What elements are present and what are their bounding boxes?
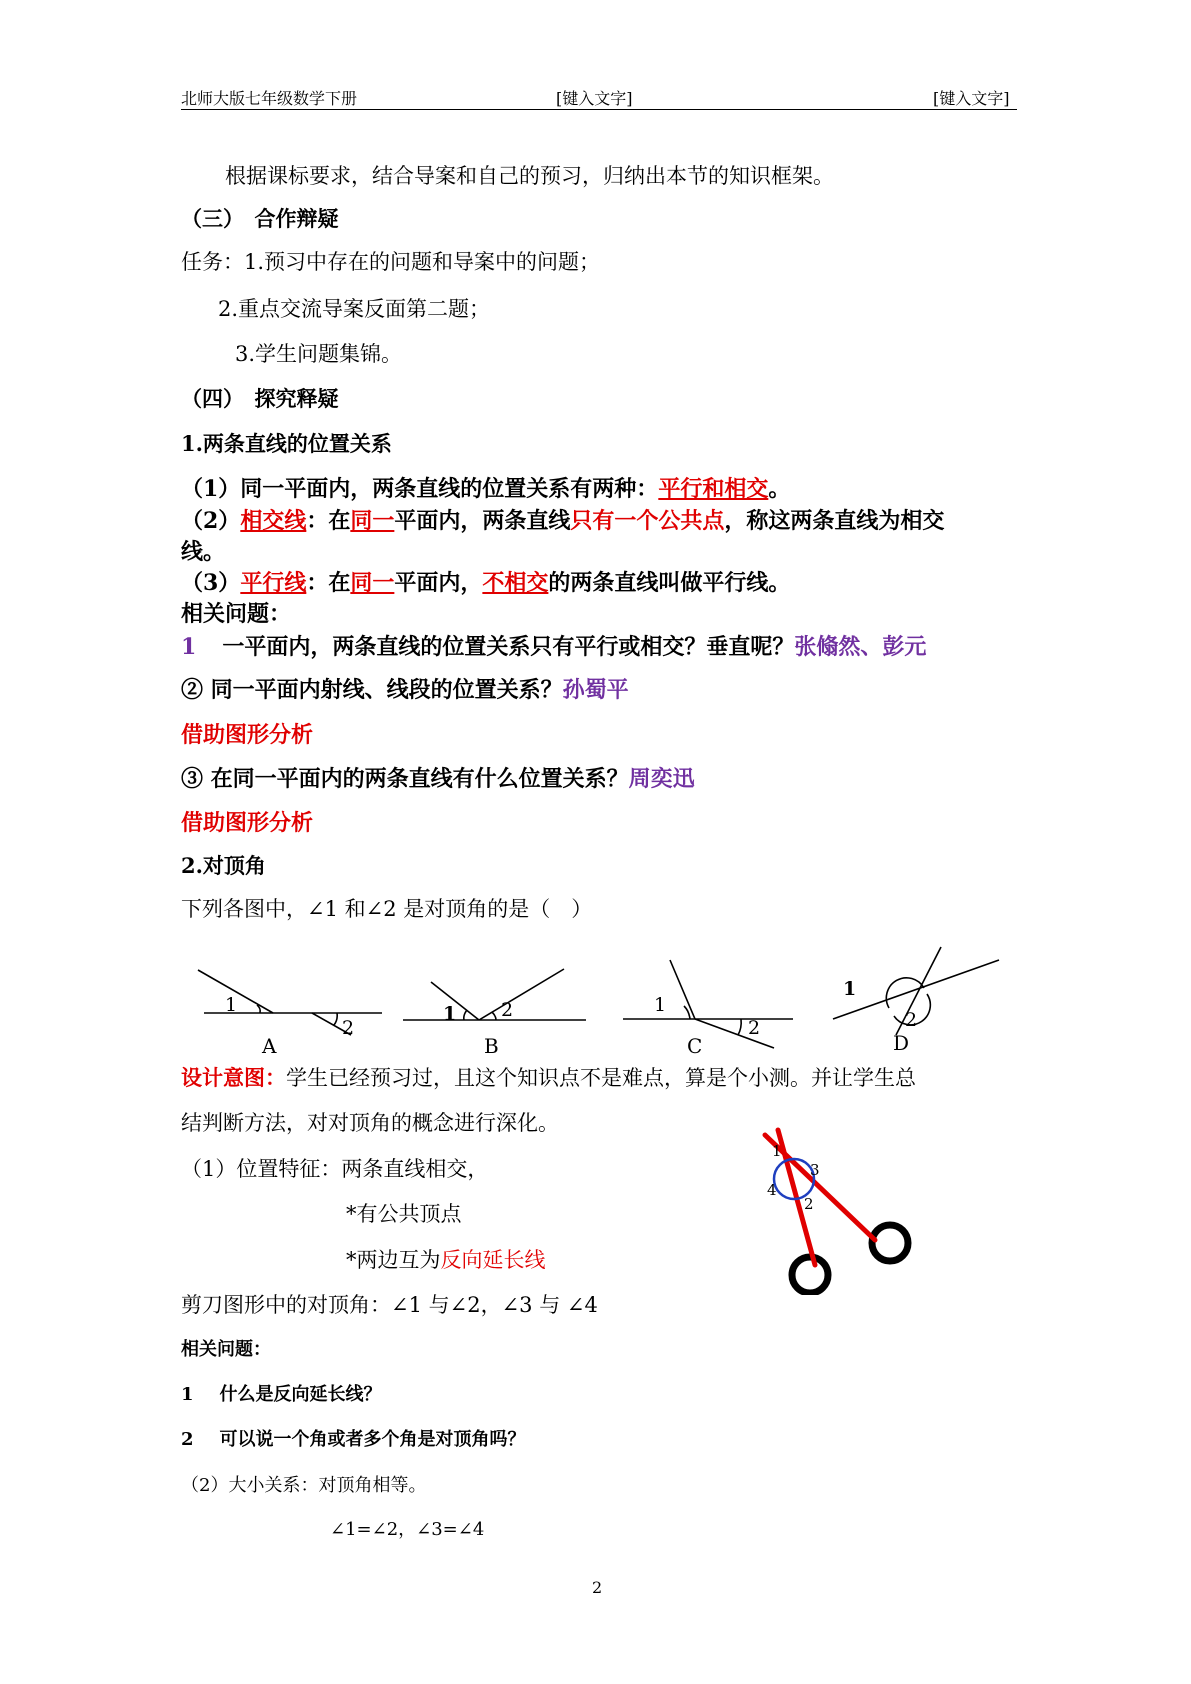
highlight-parallel-intersect: 平行和相交 [658, 476, 769, 502]
figure-a-angle-1: 1 [225, 994, 238, 1016]
vertical-angle-question: 下列各图中，∠1 和∠2 是对顶角的是（ ） [181, 897, 593, 921]
figure-d-angle-1: 1 [843, 978, 857, 1000]
scissors-vertical-angles: 剪刀图形中的对顶角：∠1 与∠2，∠3 与 ∠4 [181, 1293, 598, 1317]
highlight-same-2: 同一 [350, 570, 395, 596]
highlight-same: 同一 [350, 508, 395, 534]
header-left: 北师大版七年级数学下册 [181, 89, 358, 108]
definition-line-2: （2）相交线：在同一平面内，两条直线只有一个公共点，称这两条直线为相交 [181, 508, 945, 534]
related-questions-title-2: 相关问题： [181, 1339, 271, 1360]
position-feature-title: （1）位置特征：两条直线相交， [181, 1157, 489, 1181]
figure-b-arc-2 [492, 1012, 496, 1020]
figure-c-angle-1: 1 [654, 994, 667, 1016]
scissors-angle-2: 2 [804, 1195, 814, 1213]
student-names-2: 孙蜀平 [562, 677, 629, 703]
subsection-1-title: 1.两条直线的位置关系 [181, 431, 392, 456]
figure-label-d: D [893, 1031, 910, 1055]
figure-c-angle-2: 2 [748, 1017, 761, 1039]
definition-line-3: （3）平行线：在同一平面内，不相交的两条直线叫做平行线。 [181, 570, 791, 596]
figure-d-line-2 [896, 947, 941, 1035]
figure-c-line-lower [695, 1019, 774, 1048]
student-names-3: 周奕迅 [628, 766, 695, 792]
definition-line-2-cont: 线。 [181, 539, 226, 565]
figure-c-line-upper [670, 960, 695, 1019]
scissors-handle-left [792, 1257, 828, 1293]
header-center: [键入文字] [556, 89, 633, 108]
reverse-extension-term: 反向延长线 [440, 1248, 546, 1272]
figure-label-a: A [262, 1034, 277, 1055]
scissors-angle-4: 4 [767, 1181, 777, 1199]
hint-figure-analysis-2: 借助图形分析 [181, 810, 314, 836]
figure-b-angle-2: 2 [501, 999, 514, 1021]
figure-d-angle-2: 2 [905, 1009, 918, 1031]
student-names-1: 张翛然、彭元 [794, 634, 927, 660]
position-feature-item-2: *两边互为反向延长线 [346, 1248, 546, 1272]
subsection-2-title: 2.对顶角 [181, 853, 266, 878]
figure-label-c: C [687, 1034, 703, 1055]
hint-figure-analysis-1: 借助图形分析 [181, 722, 314, 748]
related-questions-title: 相关问题： [181, 601, 292, 627]
definition-line-1: （1）同一平面内，两条直线的位置关系有两种：平行和相交。 [181, 476, 791, 502]
related-question-2-2: 2 可以说一个角或者多个角是对顶角吗？ [181, 1429, 526, 1450]
intro-text: 根据课标要求，结合导案和自己的预习，归纳出本节的知识框架。 [225, 164, 834, 188]
design-intent-line-2: 结判断方法，对对顶角的概念进行深化。 [181, 1111, 559, 1135]
term-parallel-lines: 平行线 [240, 570, 307, 596]
highlight-one-common-point: 只有一个公共点 [570, 508, 725, 534]
highlight-not-intersect: 不相交 [482, 570, 549, 596]
figure-c-arc-2 [738, 1019, 741, 1035]
scissors-handle-right [872, 1225, 908, 1261]
design-intent-label: 设计意图： [181, 1065, 286, 1090]
scissors-figure [760, 1125, 920, 1295]
scissors-angle-1: 1 [772, 1142, 782, 1160]
term-intersecting-lines: 相交线 [240, 508, 307, 534]
vertical-angle-figures [181, 920, 1011, 1055]
size-relation-formula: ∠1=∠2，∠3=∠4 [330, 1519, 485, 1540]
question-1: 1 一平面内，两条直线的位置关系只有平行或相交？垂直呢？张翛然、彭元 [181, 634, 927, 660]
task-3: 3.学生问题集锦。 [235, 342, 403, 366]
figure-b-angle-1: 1 [443, 1003, 457, 1025]
related-question-2-1: 1 什么是反向延长线？ [181, 1384, 382, 1405]
page-number: 2 [592, 1578, 603, 1597]
size-relation-title: （2）大小关系：对顶角相等。 [181, 1475, 427, 1496]
figure-a-angle-2: 2 [342, 1017, 355, 1039]
scissors-angle-3: 3 [810, 1161, 820, 1179]
question-3: ③ 在同一平面内的两条直线有什么位置关系？周奕迅 [181, 766, 695, 792]
figure-label-b: B [484, 1034, 499, 1055]
section4-title: （四） 探究释疑 [181, 386, 339, 411]
position-feature-item-1: *有公共顶点 [346, 1202, 462, 1226]
figure-c-arc-1 [684, 1006, 690, 1019]
header-rule [181, 109, 1017, 110]
figure-a-arc-2 [334, 1013, 337, 1025]
design-intent-line-1: 设计意图：学生已经预习过，且这个知识点不是难点，算是个小测。并让学生总 [181, 1065, 916, 1090]
question-2: ② 同一平面内射线、线段的位置关系？孙蜀平 [181, 677, 629, 703]
header-right: [键入文字] [933, 89, 1010, 108]
figure-b-arc-1 [464, 1010, 467, 1020]
section3-title: （三） 合作辩疑 [181, 206, 339, 231]
task-2: 2.重点交流导案反面第二题； [218, 297, 491, 321]
task-1: 任务：1.预习中存在的问题和导案中的问题； [181, 250, 601, 274]
